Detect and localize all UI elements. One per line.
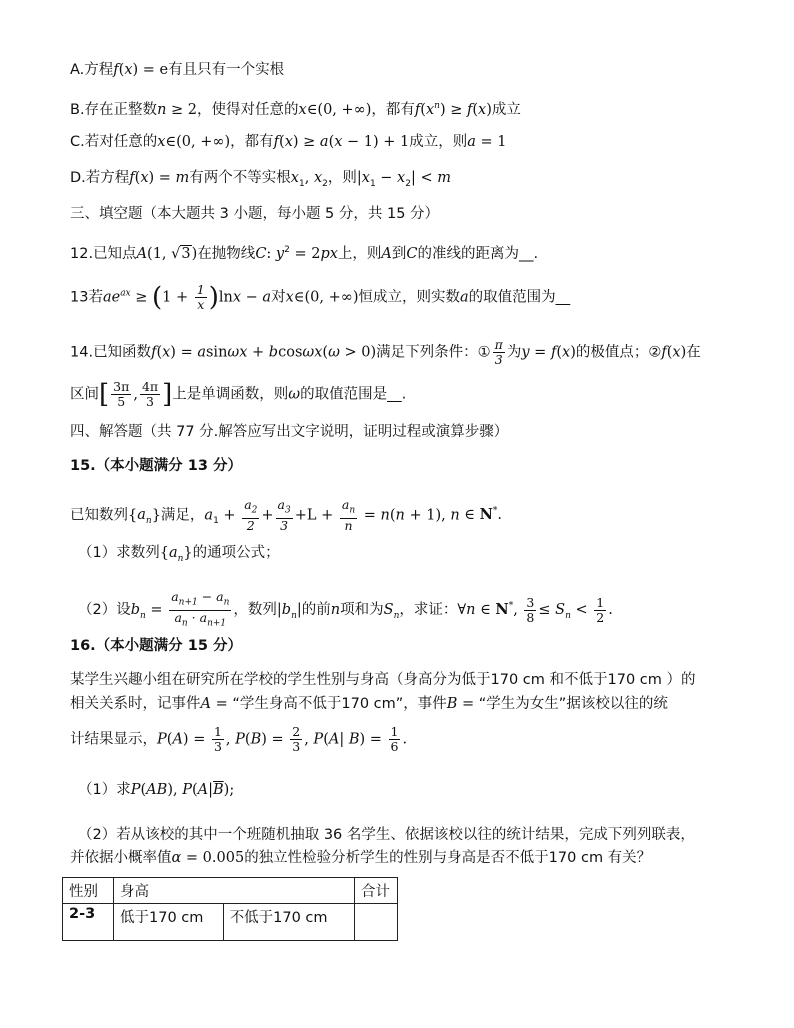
q12-text-1: 已知点 [93, 245, 137, 262]
table-header-row [63, 878, 398, 904]
q16-part-2-line-2: 并依据小概率值α = 0.005的独立性检验分析学生的性别与身高是否不低于170 cm 有关？ [70, 850, 652, 866]
q13-text-3: 恒成立，则实数 [358, 289, 460, 306]
section-3-title: 三、填空题（本大题共 3 小题，每小题 5 分，共 15 分） [70, 206, 440, 222]
question-14: 14.已知函数f(x) = asinωx + bcosωx(ω > 0)满足下列条件：① $\frac{\pi}{3}$ 为y = f(x)的极值点；②f(x)在 [70, 337, 701, 367]
q16-text-3: 计结果显示， [70, 731, 157, 748]
option-a: A.方程f(x) = e有且只有一个实根 [70, 62, 285, 78]
table-cell-total [355, 904, 398, 941]
q15-header: 15.（本小题满分 13 分） [70, 458, 242, 474]
table-cell-below-170: 低于170 cm [114, 904, 224, 941]
q15-part-2-text-4: 项和为 [340, 602, 384, 618]
q15-text-1: 已知数列 [70, 507, 128, 524]
q13-text-1: 若 [88, 289, 103, 306]
q16-part-1-text: （1）求 [78, 782, 131, 798]
option-d-prefix: D.若方程 [70, 170, 130, 186]
q16-text-2b: “学生身高不低于170 cm”，事件 [232, 696, 447, 712]
q14-text-2: 满足下列条件：① [376, 344, 491, 361]
q12-text-5: 的准线的距离为__. [417, 245, 539, 262]
q15-part-2-text: （2）设 [78, 602, 131, 618]
q15-part-1-text-2: 的通项公式； [192, 545, 280, 561]
q15-part-2-text-5: ，求证： [399, 602, 458, 618]
q12-text-3: 上，则 [337, 245, 382, 262]
table-header-total: 合计 [355, 878, 398, 904]
q14-number: 14. [70, 344, 94, 361]
q12-text-2: 在抛物线 [197, 245, 256, 262]
q16-line-1: 某学生兴趣小组在研究所在学校的学生性别与身高（身高分为低于170 cm 和不低于170 cm ）的 [70, 672, 696, 688]
q15-part-1: （1）求数列$\{a_n\}$的通项公式； [78, 545, 280, 564]
table-row-label: 2-3 [63, 904, 114, 941]
q13-number: 13 [70, 289, 89, 306]
section-4-title: 四、解答题（共 77 分.解答应写出文字说明，证明过程或演算步骤） [70, 424, 509, 440]
q15-part-2-text-2: ，数列 [233, 602, 277, 618]
q14-text-4: 的极值点；② [575, 344, 662, 361]
q16-part-2-text-c: 的独立性检验分析学生的性别与身高是否不低于170 cm 有关？ [244, 850, 652, 866]
option-a-text: 有且只有一个实根 [168, 62, 285, 78]
option-d: D.若方程f(x) = m有两个不等实根$x_1$, $x_2$，则$|x_1 - x_2| < m$ [70, 170, 451, 189]
q15-part-2: （2）设$b_n$ = $\frac{a_{n+1} - a_n}{a_n \cdot a_{n+1}}$ ，数列$|b_n|$的前n项和为$S_n$，求证：∀n ∈ N*, $\frac{3}{8}$ ≤ $S_n$ < $\frac{1}{2}$ . [78, 589, 613, 628]
option-b: B.存在正整数n ≥ 2，使得对任意的x∈(0, +∞)，都有$f(x^n) \ge f(x)$成立 [70, 101, 521, 118]
q16-line-3: 计结果显示，P(A) = $\frac{1}{3}$ , P(B) = $\frac{2}{3}$ , P(A| B) = $\frac{1}{6}$ . [70, 724, 408, 754]
q15-statement: 已知数列$\{a_n\}$满足，$a_1$ + $\frac{a_2}{2}$ + $\frac{a_3}{3}$ +L + $\frac{a_n}{n}$ = n(n + 1), n ∈ N*. [70, 497, 502, 533]
q16-header: 16.（本小题满分 15 分） [70, 638, 242, 654]
q16-text-2c: “学生为女生”据该校以往的统 [478, 696, 668, 712]
q15-text-2: 满足， [160, 507, 205, 524]
option-a-prefix: A.方程 [70, 62, 114, 78]
table-header-gender: 性别 [63, 878, 114, 904]
table-header-height: 身高 [114, 878, 355, 904]
table-cell-not-below-170: 不低于170 cm [223, 904, 354, 941]
option-b-text-1: ，使得对任意的 [197, 101, 299, 118]
option-c: C.若对任意的x∈(0, +∞)，都有f(x) ≥ a(x − 1) + 1成立，则a = 1 [70, 134, 507, 150]
option-b-prefix: B.存在正整数 [70, 101, 158, 118]
q13-text-2: 对 [271, 289, 286, 306]
option-d-text-2: ，则 [327, 170, 357, 186]
q13-text-4: 的取值范围为__ [468, 289, 571, 306]
question-13: 13若$ae^{ax} \ge (1$ + $\frac{1}{x}$ )lnx − a对x∈(0, +∞)恒成立，则实数a的取值范围为__ [70, 282, 571, 313]
q14-text-7: 上是单调函数，则 [172, 386, 289, 403]
option-d-text-1: 有两个不等实根 [189, 170, 291, 186]
q16-part-1: （1）求P(AB), $P(A|\overline{B})$; [78, 782, 235, 798]
option-b-text-3: 成立 [491, 101, 521, 118]
q14-text-3: 为 [506, 344, 522, 361]
q16-line-2: 相关关系时，记事件A = “学生身高不低于170 cm”，事件B = “学生为女生”据该校以往的统 [70, 696, 668, 712]
q14-text-5: 在 [686, 344, 701, 361]
q14-text-6: 区间 [70, 386, 99, 403]
q14-text-8: 的取值范围是__. [300, 386, 407, 403]
q12-number: 12. [70, 245, 94, 262]
q16-part-2-line-1: （2）若从该校的其中一个班随机抽取 36 名学生、依据该校以往的统计结果，完成下列列联表， [78, 827, 695, 843]
q12-text-4: 到 [391, 245, 407, 262]
table-row [63, 904, 398, 941]
q15-part-2-text-3: 的前 [301, 602, 331, 618]
q16-text-2a: 相关关系时，记事件 [70, 696, 201, 712]
option-b-text-2: ，都有 [371, 101, 415, 118]
q16-part-2-text-b: 并依据小概率值 [70, 850, 172, 866]
option-c-text-1: ，都有 [230, 134, 274, 150]
q14-text-1: 已知函数 [93, 344, 152, 361]
q15-part-1-text: （1）求数列 [78, 545, 160, 561]
question-12: 12.已知点A(1, √3)在抛物线C: $y^2 = 2px$上，则A到C的准线的距离为__. [70, 245, 539, 262]
question-14-line-2: 区间[ $\frac{3\pi}{5}$ , $\frac{4\pi}{3}$ ]上是单调函数，则ω的取值范围是__. [70, 379, 407, 410]
option-c-text-2: 成立，则 [409, 134, 468, 150]
contingency-table [62, 877, 398, 941]
option-c-prefix: C.若对任意的 [70, 134, 158, 150]
